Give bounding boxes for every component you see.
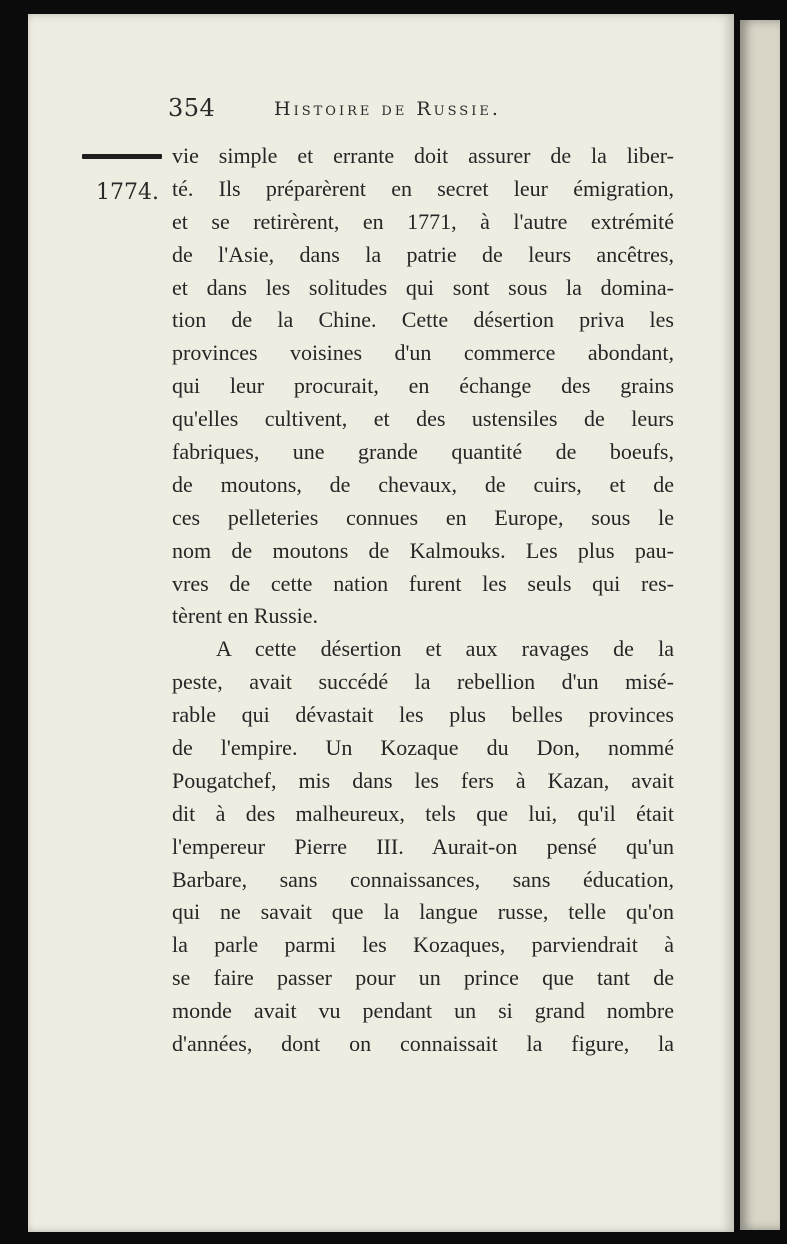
text-line: dit à des malheureux, tels que lui, qu'il était [172,800,674,826]
page-number: 354 [168,94,216,122]
text-line: vie simple et errante doit assurer de la liber- [172,143,674,168]
margin-year: 1774. [96,180,159,205]
text-line: rable qui dévastait les plus belles provinces [172,702,674,728]
body-text [172,140,674,1061]
text-line: peste, avait succédé la rebellion d'un misé- [172,669,674,695]
margin-rule [82,154,162,159]
text-line: vres de cette nation furent les seuls qui res- [172,570,674,596]
text-line: qu'elles cultivent, et des ustensiles de leurs [172,406,674,432]
page-header [168,92,588,126]
text-line: et dans les solitudes qui sont sous la domina- [172,274,674,300]
text-line: qui leur procurait, en échange des grains [172,373,674,399]
text-line: A cette désertion et aux ravages de la [216,636,674,662]
text-line: nom de moutons de Kalmouks. Les plus pau- [172,537,674,563]
text-line: provinces voisines d'un commerce abondant, [172,340,674,366]
text-line: monde avait vu pendant un si grand nombre [172,998,674,1024]
running-title: Histoire de Russie. [274,98,501,120]
text-line: l'empereur Pierre III. Aurait-on pensé qu'un [172,833,674,859]
text-line: té. Ils préparèrent en secret leur émigration, [172,175,674,201]
text-line: tion de la Chine. Cette désertion priva les [172,307,674,333]
text-line: tèrent en Russie. [172,603,319,629]
text-line: Pougatchef, mis dans les fers à Kazan, avait [172,767,674,793]
text-line: qui ne savait que la langue russe, telle qu'on [172,899,674,925]
text-line: et se retirèrent, en 1771, à l'autre extrémité [172,208,674,234]
text-line: d'années, dont on connaissait la figure, la [172,1031,674,1057]
text-line: se faire passer pour un prince que tant de [172,965,674,991]
facing-page-edge [740,20,780,1230]
text-line: de moutons, de chevaux, de cuirs, et de [172,471,674,497]
text-line: fabriques, une grande quantité de boeufs, [172,439,674,465]
text-line: de l'Asie, dans la patrie de leurs ancêtres, [172,241,674,267]
text-line: ces pelleteries connues en Europe, sous le [172,504,674,530]
text-line: la parle parmi les Kozaques, parviendrait à [172,932,674,958]
text-line: Barbare, sans connaissances, sans éducation, [172,866,674,892]
text-line: de l'empire. Un Kozaque du Don, nommé [172,735,674,761]
